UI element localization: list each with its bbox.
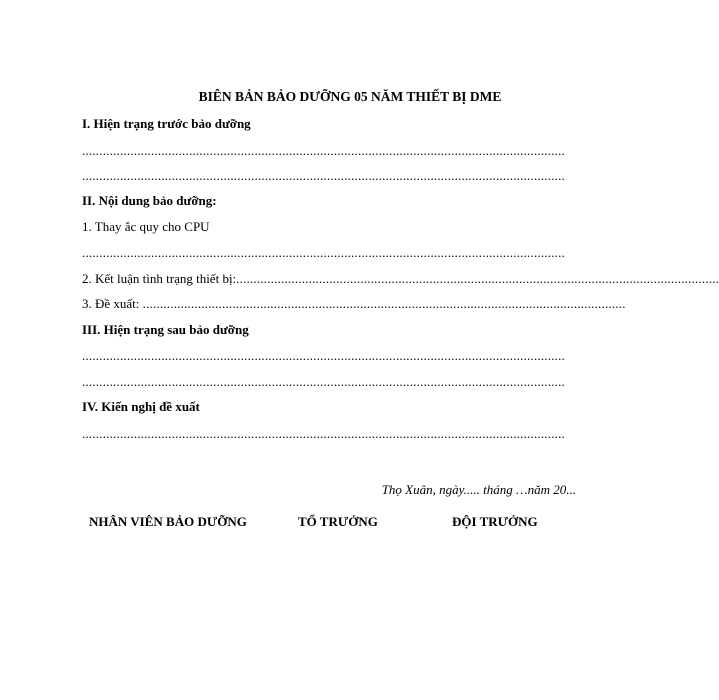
signature-maintenance-staff: NHÂN VIÊN BẢO DƯỠNG: [89, 514, 247, 529]
section-1-heading: I. Hiện trạng trước bảo dưỡng: [82, 116, 251, 131]
blank-dotted-line: ............................................................................................................................................: [82, 168, 565, 183]
blank-dotted-fill: ............................................................................................................................................: [142, 296, 626, 311]
blank-dotted-fill: ............................................................................................................................................: [236, 271, 719, 286]
document-title: BIÊN BẢN BẢO DƯỠNG 05 NĂM THIẾT BỊ DME: [198, 89, 502, 104]
blank-dotted-line: ............................................................................................................................................: [82, 143, 565, 158]
item-1-text: 1. Thay ắc quy cho CPU: [82, 219, 210, 234]
section-3-heading: III. Hiện trạng sau bảo dưỡng: [82, 322, 249, 337]
blank-dotted-line: ............................................................................................................................................: [82, 348, 565, 363]
place-date-line: Thọ Xuân, ngày..... tháng …năm 20...: [381, 482, 576, 497]
blank-dotted-line: ............................................................................................................................................: [82, 426, 565, 441]
blank-dotted-line: ............................................................................................................................................: [82, 374, 565, 389]
signature-team-leader: TỔ TRƯỞNG: [298, 514, 378, 529]
item-3-row: [82, 296, 626, 312]
section-4-heading: IV. Kiến nghị đề xuất: [82, 399, 200, 414]
item-2-row: [82, 271, 719, 287]
signature-division-head: ĐỘI TRƯỞNG: [452, 514, 538, 529]
section-2-heading: II. Nội dung bảo dưỡng:: [82, 193, 217, 208]
blank-dotted-line: ............................................................................................................................................: [82, 245, 565, 260]
item-3-label: 3. Đề xuất:: [82, 296, 143, 311]
item-2-label: 2. Kết luận tình trạng thiết bị:: [82, 271, 237, 286]
